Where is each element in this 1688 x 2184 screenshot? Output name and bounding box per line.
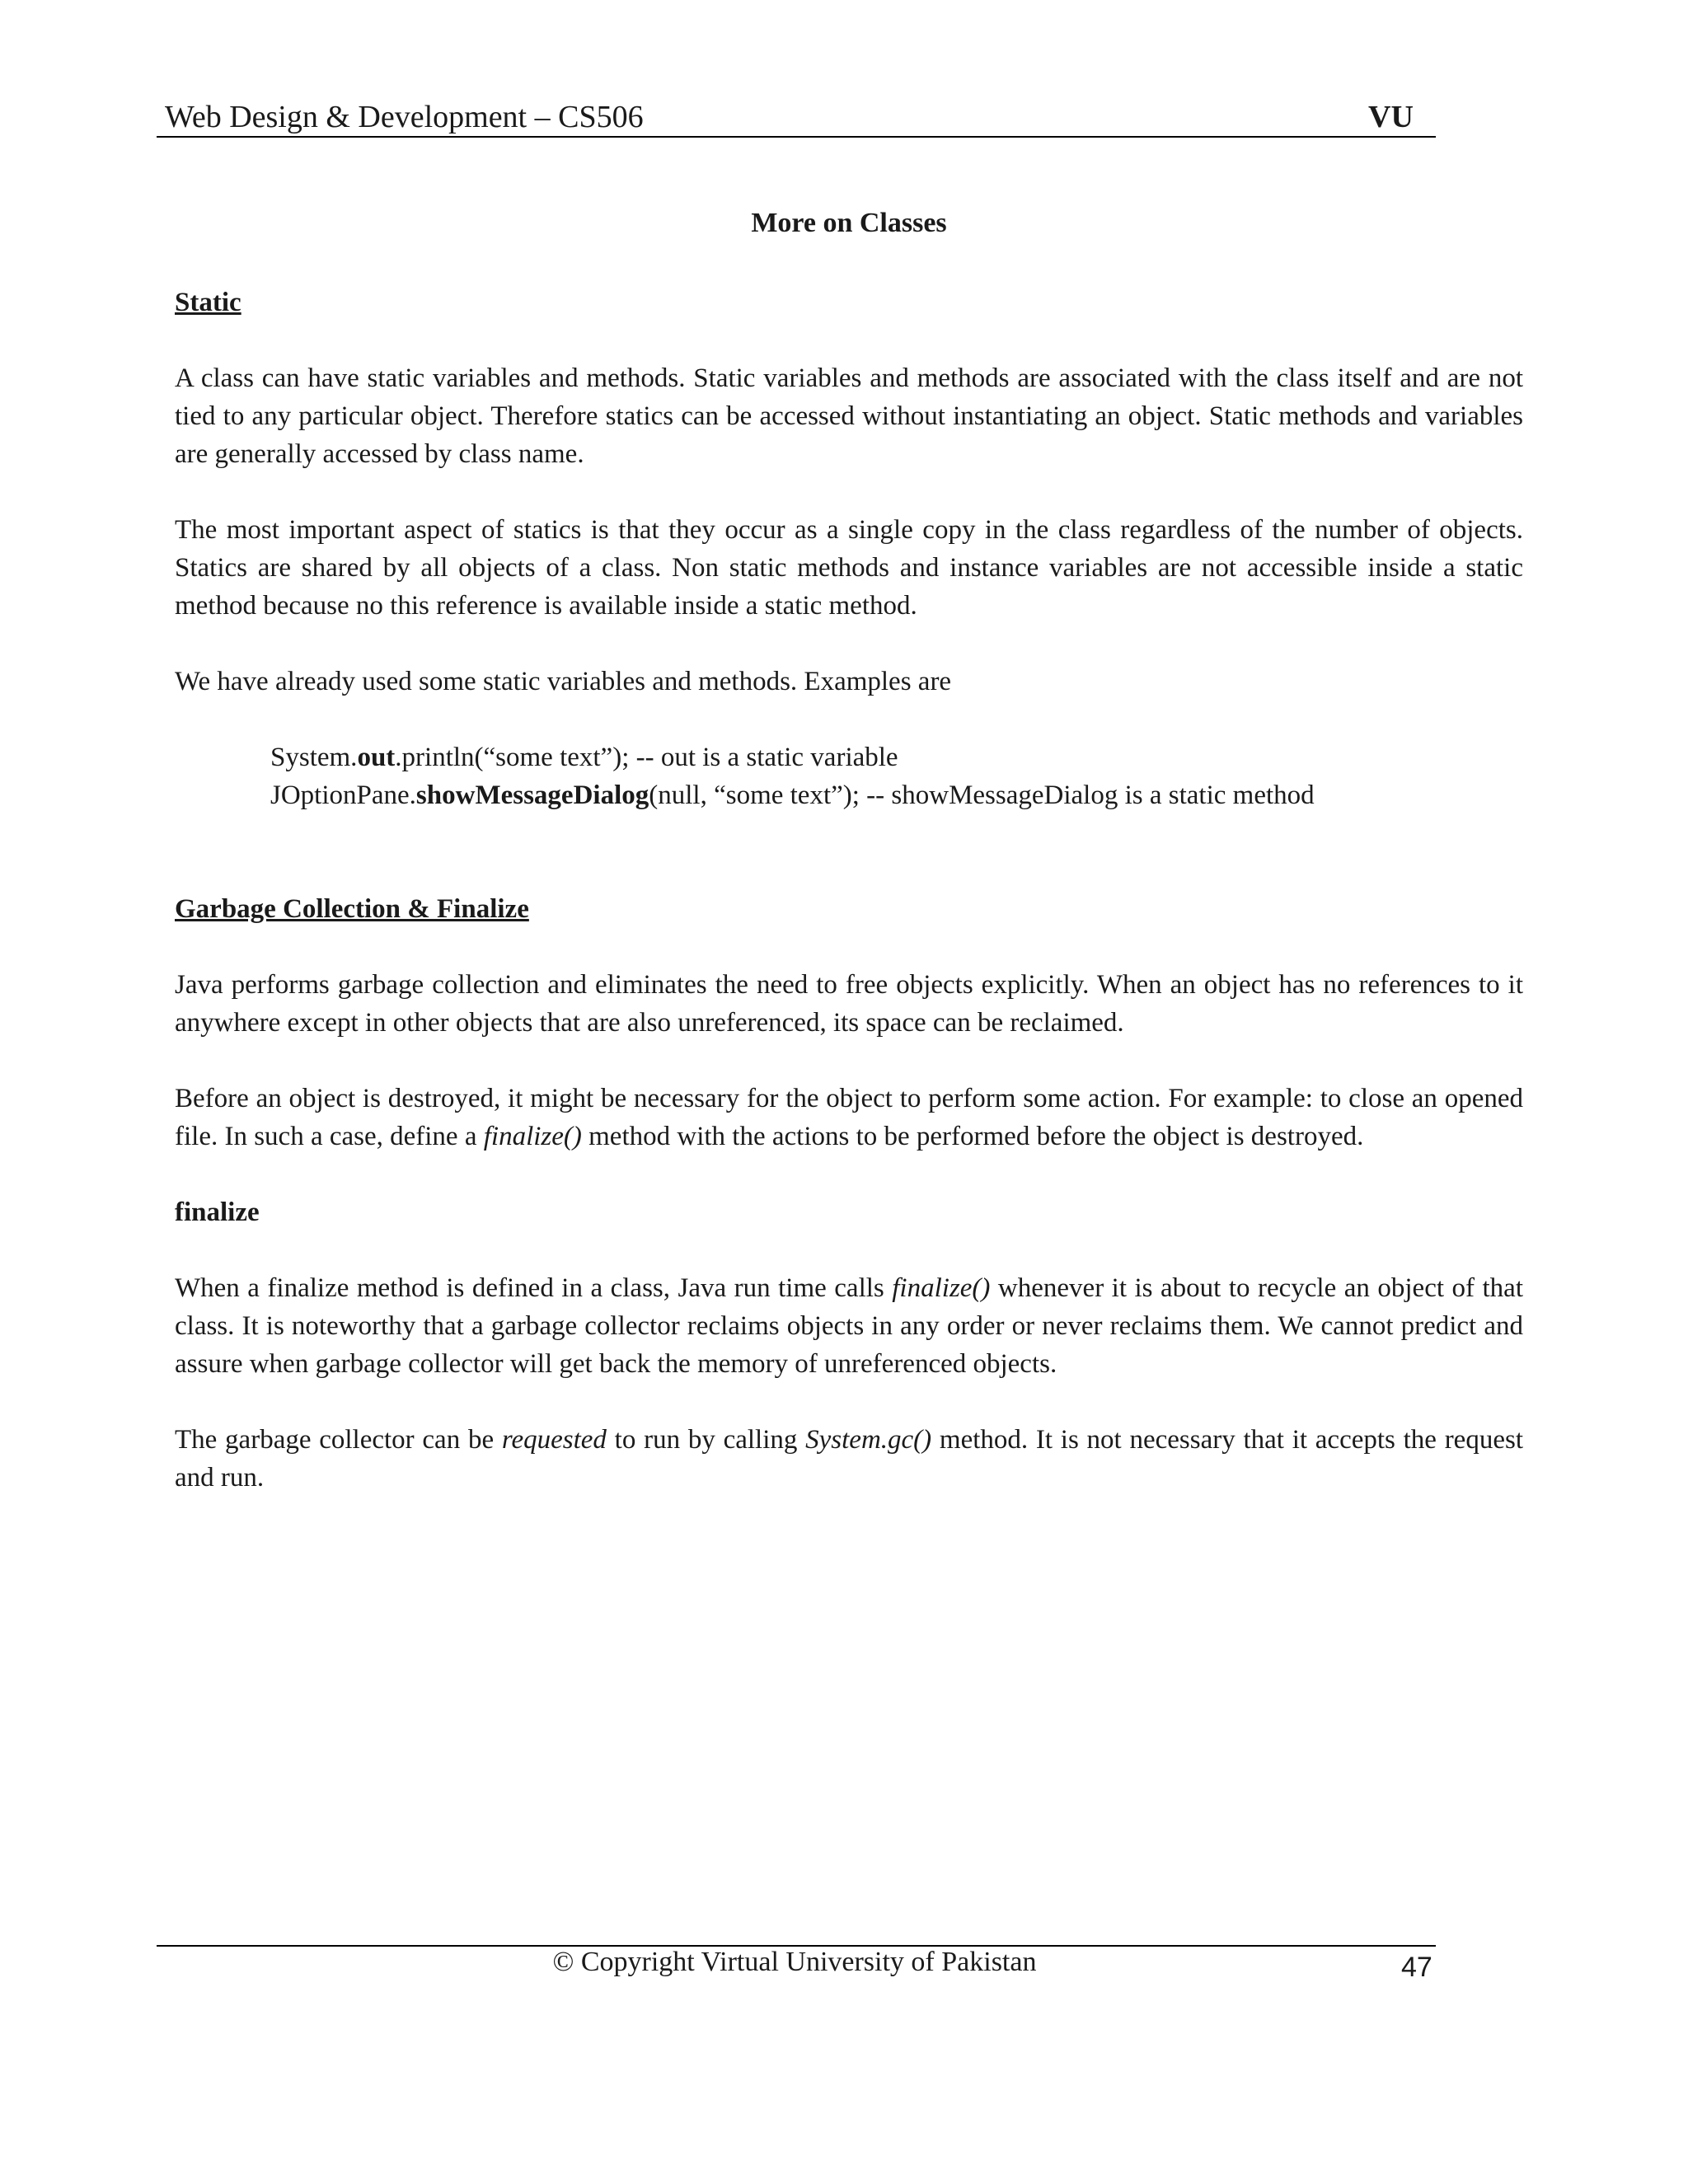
finalize-paragraph-1 <box>175 1269 1523 1383</box>
finalize-paragraph-1-text-b: whenever it is about to recycle an object of that class. It is noteworthy that a garbage collector reclaims objects in any order or never reclaims them. We cannot predict and assure when garbage collector will get back the memory of unreferenced objects. <box>175 1273 1523 1379</box>
header-rule <box>157 136 1436 138</box>
header-institution: VU <box>1368 100 1414 134</box>
gc-paragraph-2-text-b: method with the actions to be performed before the object is destroyed. <box>581 1122 1364 1151</box>
finalize-paragraph-1-italic: finalize() <box>892 1273 991 1303</box>
finalize-paragraph-1-text-a: When a finalize method is defined in a class, Java run time calls <box>175 1273 893 1303</box>
finalize-paragraph-2-italic-2: System.gc() <box>805 1425 932 1455</box>
example-line-1 <box>270 738 1523 776</box>
example-1-bold: out <box>357 743 396 772</box>
spacer <box>175 852 1523 890</box>
header-course-title: Web Design & Development – CS506 <box>165 100 644 134</box>
page-number: 47 <box>1401 1952 1432 1983</box>
finalize-paragraph-2-text-c: method. It is not necessary that it accepts the request and run. <box>175 1425 1523 1493</box>
static-paragraph-2: The most important aspect of statics is that they occur as a single copy in the class regardless of the number of objects. Statics are shared by all objects of a class. Non static methods and instance variables are not accessible inside a static method because no this reference is available inside a static method. <box>175 515 1523 621</box>
example-2-bold: showMessageDialog <box>415 780 649 810</box>
finalize-paragraph-2-italic-1: requested <box>501 1425 607 1455</box>
gc-paragraph-1: Java performs garbage collection and eliminates the need to free objects explicitly. When an object has no references to it anywhere except in other objects that are also unreferenced, its space can be reclaimed. <box>175 970 1523 1038</box>
finalize-paragraph-2-text-a: The garbage collector can be <box>175 1425 502 1455</box>
page-title: More on Classes <box>751 208 947 238</box>
example-1-suffix: .println(“some text”); -- out is a static variable <box>395 743 898 772</box>
gc-paragraph-2-italic: finalize() <box>483 1122 582 1151</box>
section-heading-static: Static <box>175 288 241 317</box>
finalize-paragraph-2 <box>175 1421 1523 1497</box>
example-1-prefix: System. <box>270 743 358 772</box>
footer-copyright-text: © Copyright Virtual University of Pakistan <box>552 1947 1037 1977</box>
static-paragraph-3: We have already used some static variables and methods. Examples are <box>175 667 952 696</box>
gc-paragraph-2 <box>175 1080 1523 1155</box>
page-content <box>175 204 1523 1535</box>
finalize-paragraph-2-text-b: to run by calling <box>606 1425 806 1455</box>
static-examples <box>270 738 1523 814</box>
example-line-2 <box>270 776 1523 814</box>
footer-copyright <box>0 1947 1688 1978</box>
static-paragraph-1: A class can have static variables and methods. Static variables and methods are associated with the class itself and are not tied to any particular object. Therefore statics can be accessed without instantiating an object. Static methods and variables are generally accessed by class name. <box>175 363 1523 469</box>
example-2-prefix: JOptionPane. <box>270 780 416 810</box>
sub-heading-finalize: finalize <box>175 1197 260 1227</box>
gc-paragraph-2-text-a: Before an object is destroyed, it might be necessary for the object to perform some action. For example: to close an opened file. In such a case, define a <box>175 1084 1523 1151</box>
section-heading-garbage-collection: Garbage Collection & Finalize <box>175 894 529 924</box>
example-2-suffix: (null, “some text”); -- showMessageDialog is a static method <box>649 780 1315 810</box>
